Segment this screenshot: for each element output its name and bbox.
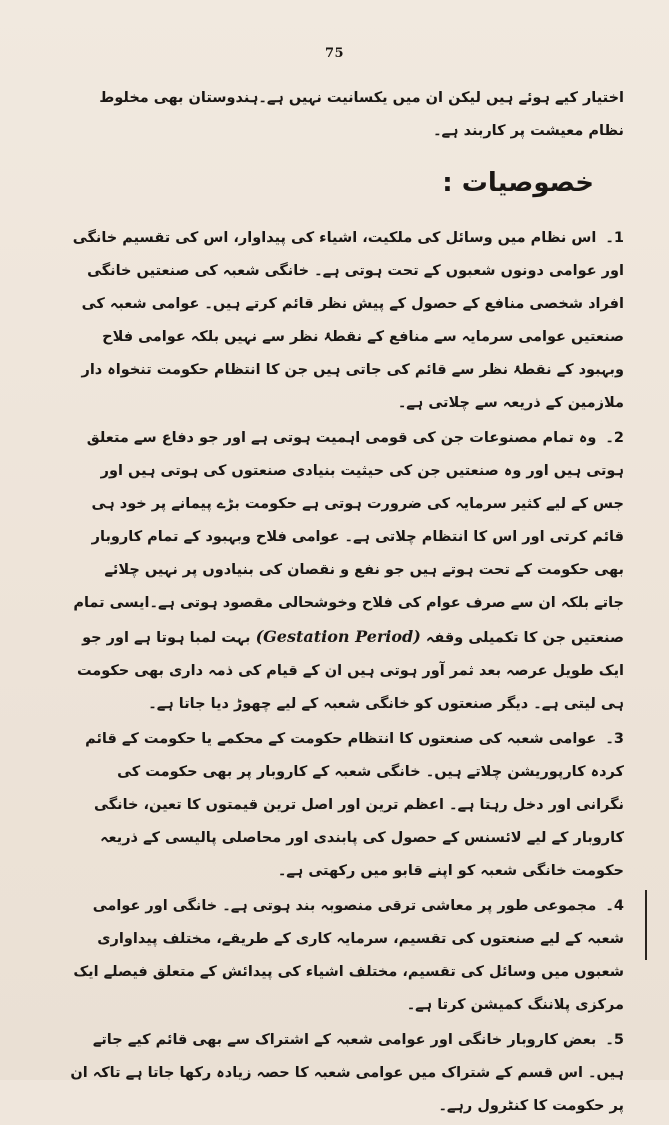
- feature-number: 2۔: [605, 430, 624, 446]
- feature-number: 4۔: [605, 898, 624, 914]
- section-heading: خصوصیات :: [442, 168, 594, 198]
- intro-paragraph: اختیار کیے ہوئے ہیں لیکن ان میں یکسانیت نہیں ہے۔ہندوستان بھی مخلوط نظام معیشت پر کاربند ہے۔: [99, 90, 624, 139]
- feature-number: 5۔: [605, 1032, 624, 1048]
- feature-text: وہ تمام مصنوعات جن کی قومی اہمیت ہوتی ہے اور جو دفاع سے متعلق ہوتی ہیں اور وہ صنعتیں جن کی حیثیت بنیادی صنعتوں کی ہوتی ہیں اور جس کے لیے کثیر سرمایہ کی ضرورت ہوتی ہے حکومت بڑے پیمانے پر خود ہی قائم کرتی اور اس کا انتظام چلاتی ہے۔ عوامی فلاح وبہبود کے تمام کاروبار بھی حکومت کے تحت ہوتے ہیں جو نفع و نقصان کی بنیادوں پر نہیں چلائے جاتے بلکہ ان سے صرف عوام کی فلاح وخوشحالی مقصود ہوتی ہے۔ایسی تمام صنعتیں جن کا تکمیلی وقفہ: [73, 430, 624, 646]
- gestation-period-term: (Gestation Period): [255, 627, 421, 646]
- margin-line-mark: [645, 890, 647, 960]
- feature-text-continued: بہت لمبا ہوتا ہے اور جو ایک طویل عرصہ بعد ثمر آور ہوتی ہیں ان کے قیام کی ذمہ داری بھی حکومت ہی لیتی ہے۔ دیگر صنعتوں کو خانگی شعبہ کے لیے چھوڑ دیا جاتا ہے۔: [76, 630, 624, 712]
- feature-text: مجموعی طور پر معاشی ترقی منصوبہ بند ہوتی ہے۔ خانگی اور عوامی شعبہ کے لیے صنعتوں کی تقسیم، سرمایہ کاری کے طریقے، مختلف پیداواری شعبوں میں وسائل کی تقسیم، مختلف اشیاء کی پیدائش کے متعلق فیصلے ایک مرکزی پلاننگ کمیشن کرتا ہے۔: [73, 898, 624, 1013]
- feature-number: 1۔: [605, 230, 624, 246]
- feature-text: عوامی شعبہ کی صنعتوں کا انتظام حکومت کے محکمے یا حکومت کے قائم کردہ کارپوریشن چلاتے ہیں۔ خانگی شعبہ کے کاروبار پر بھی حکومت کی نگرانی اور دخل رہتا ہے۔ اعظم ترین اور اصل ترین قیمتوں کا تعین، خانگی کاروبار کے لیے لائسنس کے حصول کی پابندی اور محاصلی پالیسی کے ذریعہ حکومت خانگی شعبہ کو اپنے قابو میں رکھتی ہے۔: [85, 731, 624, 879]
- feature-paragraph-5: [70, 1024, 624, 1123]
- feature-paragraph-1: [70, 222, 624, 420]
- feature-paragraph-2: [70, 422, 624, 721]
- page-number: 75: [324, 46, 345, 61]
- feature-text: بعض کاروبار خانگی اور عوامی شعبہ کے اشتراک سے بھی قائم کیے جاتے ہیں۔ اس قسم کے شتراک میں عوامی شعبہ کا حصہ زیادہ رکھا جاتا ہے تاکہ ان پر حکومت کا کنٹرول رہے۔: [70, 1032, 624, 1114]
- feature-text: اس نظام میں وسائل کی ملکیت، اشیاء کی پیداوار، اس کی تقسیم خانگی اور عوامی دونوں شعبوں کے تحت ہوتی ہے۔ خانگی شعبہ کی صنعتیں خانگی افراد شخصی منافع کے حصول کے پیش نظر قائم کرتے ہیں۔ عوامی شعبہ کی صنعتیں عوامی سرمایہ سے منافع کے نقطۂ نظر سے نہیں بلکہ عوامی فلاح وبہبود کے نقطۂ نظر سے قائم کی جاتی ہیں جن کا انتظام حکومت تنخواہ دار ملازمین کے ذریعہ سے چلاتی ہے۔: [72, 230, 624, 411]
- feature-paragraph-4: [70, 890, 624, 1022]
- feature-paragraph-3: [70, 723, 624, 888]
- feature-number: 3۔: [605, 731, 624, 747]
- features-list: [70, 222, 624, 1125]
